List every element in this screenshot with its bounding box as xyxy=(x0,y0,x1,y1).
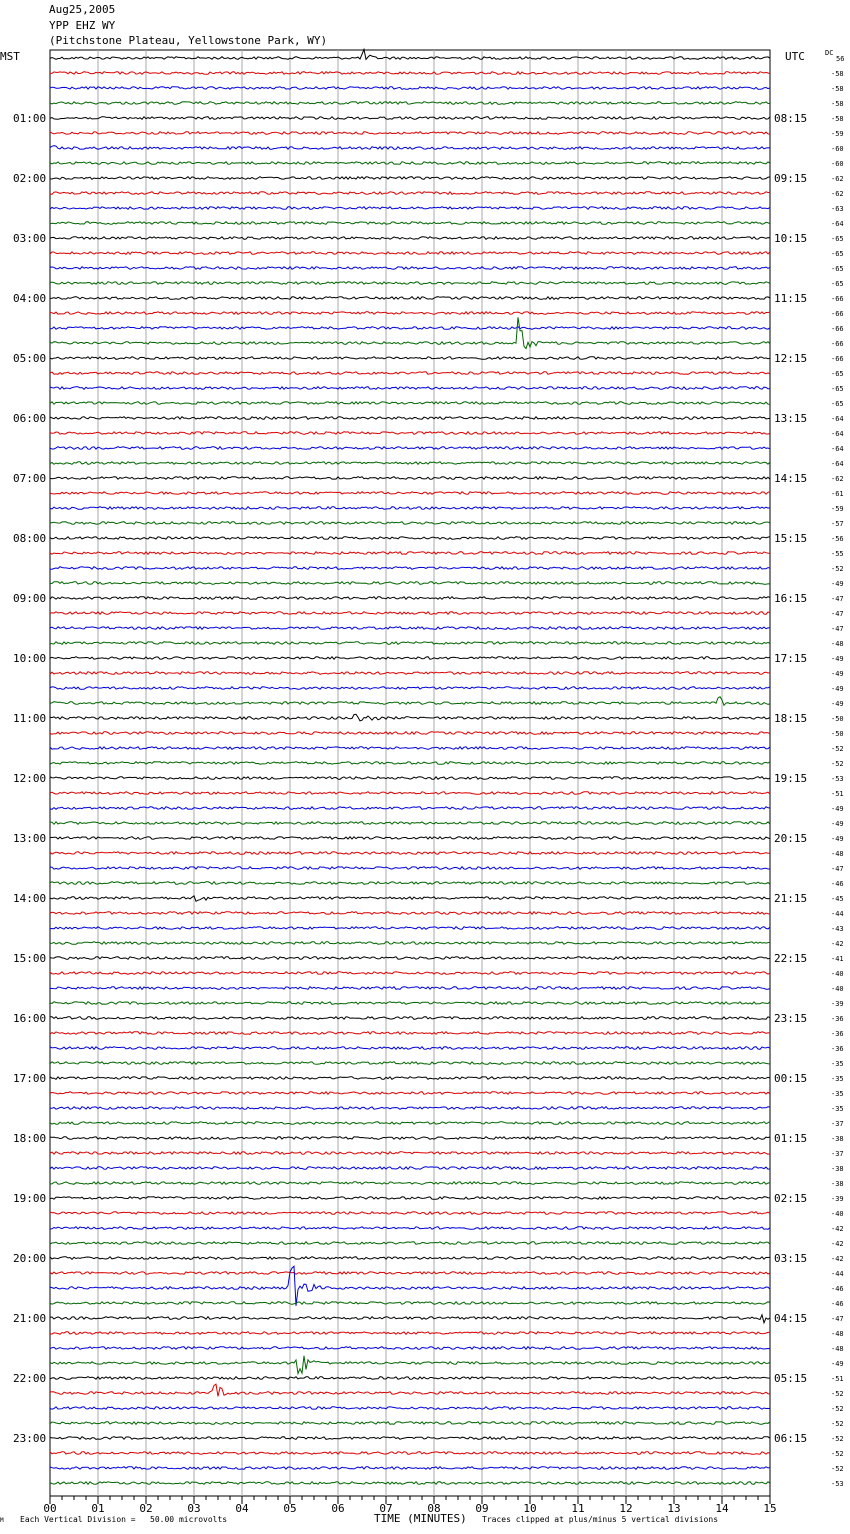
dc-offset-label: -66 xyxy=(831,325,844,333)
dc-offset-label: -48 xyxy=(831,1330,844,1338)
trace-row-81 xyxy=(50,1272,770,1275)
trace-row-90 xyxy=(50,1407,770,1410)
trace-row-54 xyxy=(50,867,770,870)
dc-offset-label: -51 xyxy=(831,790,844,798)
dc-offset-label: -47 xyxy=(831,865,844,873)
trace-row-72 xyxy=(50,1137,770,1140)
right-timezone-label: UTC xyxy=(785,50,805,63)
mst-hour-label: 23:00 xyxy=(13,1432,47,1445)
mst-hour-label: 04:00 xyxy=(13,292,47,305)
utc-hour-label: 17:15 xyxy=(774,652,808,665)
dc-offset-label: -58 xyxy=(831,100,844,108)
dc-offset-label: -59 xyxy=(831,130,844,138)
mst-hour-label: 15:00 xyxy=(13,952,47,965)
dc-offset-label: -50 xyxy=(831,715,844,723)
trace-row-22 xyxy=(50,387,770,390)
utc-hour-label: 08:15 xyxy=(774,112,808,125)
trace-row-44 xyxy=(50,714,770,721)
dc-offset-label: -47 xyxy=(831,610,844,618)
left-timezone-label: MST xyxy=(0,50,20,63)
mst-hour-label: 13:00 xyxy=(13,832,47,845)
mst-hour-label: 18:00 xyxy=(13,1132,47,1145)
dc-offset-label: -49 xyxy=(831,805,844,813)
mst-hour-label: 09:00 xyxy=(13,592,47,605)
dc-offset-label: -46 xyxy=(831,1285,844,1293)
x-tick-label: 12 xyxy=(619,1502,633,1515)
dc-offset-label: -57 xyxy=(831,520,844,528)
dc-offset-label: -38 xyxy=(831,1165,844,1173)
trace-row-11 xyxy=(50,222,770,225)
mst-hour-label: 20:00 xyxy=(13,1252,47,1265)
dc-offset-label: -49 xyxy=(831,655,844,663)
trace-row-51 xyxy=(50,822,770,825)
dc-offset-label: -40 xyxy=(831,1210,844,1218)
dc-offset-label: -35 xyxy=(831,1090,844,1098)
x-tick-label: 14 xyxy=(715,1502,729,1515)
trace-row-67 xyxy=(50,1062,770,1065)
mst-hour-label: 03:00 xyxy=(13,232,47,245)
trace-row-39 xyxy=(50,642,770,645)
dc-offset-label: -35 xyxy=(831,1075,844,1083)
dc-offset-label: -47 xyxy=(831,1315,844,1323)
dc-offset-label: -52 xyxy=(831,745,844,753)
trace-row-25 xyxy=(50,432,770,435)
mst-hour-label: 14:00 xyxy=(13,892,47,905)
trace-row-94 xyxy=(50,1467,770,1470)
location-label: (Pitchstone Plateau, Yellowstone Park, WY) xyxy=(49,34,328,47)
utc-hour-label: 20:15 xyxy=(774,832,808,845)
x-tick-label: 04 xyxy=(235,1502,249,1515)
mst-hour-label: 06:00 xyxy=(13,412,47,425)
trace-row-58 xyxy=(50,927,770,930)
trace-row-12 xyxy=(50,237,770,240)
dc-offset-label: -43 xyxy=(831,925,844,933)
trace-row-57 xyxy=(50,912,770,915)
trace-row-88 xyxy=(50,1377,770,1380)
dc-offset-label: -38 xyxy=(831,1180,844,1188)
trace-row-2 xyxy=(50,87,770,90)
trace-row-61 xyxy=(50,972,770,975)
trace-row-56 xyxy=(50,896,770,902)
trace-row-24 xyxy=(50,417,770,420)
trace-row-48 xyxy=(50,777,770,780)
utc-hour-label: 22:15 xyxy=(774,952,808,965)
utc-hour-label: 13:15 xyxy=(774,412,808,425)
trace-row-34 xyxy=(50,567,770,570)
utc-hour-label: 19:15 xyxy=(774,772,808,785)
trace-row-41 xyxy=(50,672,770,675)
dc-offset-label: -44 xyxy=(831,910,844,918)
trace-row-53 xyxy=(50,852,770,855)
x-tick-label: 06 xyxy=(331,1502,345,1515)
trace-row-93 xyxy=(50,1452,770,1455)
dc-offset-label: -36 xyxy=(831,1030,844,1038)
trace-row-65 xyxy=(50,1032,770,1035)
trace-row-0 xyxy=(50,49,770,59)
trace-row-43 xyxy=(50,697,770,706)
dc-offset-label: -64 xyxy=(831,220,844,228)
trace-row-20 xyxy=(50,357,770,360)
trace-row-15 xyxy=(50,282,770,285)
utc-hour-label: 06:15 xyxy=(774,1432,808,1445)
dc-offset-label: -64 xyxy=(831,430,844,438)
dc-offset-label: -35 xyxy=(831,1060,844,1068)
mst-hour-label: 05:00 xyxy=(13,352,47,365)
trace-row-9 xyxy=(50,192,770,195)
trace-row-10 xyxy=(50,207,770,210)
dc-offset-label: -65 xyxy=(831,400,844,408)
dc-offset-label: -60 xyxy=(831,145,844,153)
x-tick-label: 02 xyxy=(139,1502,153,1515)
dc-offset-label: -61 xyxy=(831,490,844,498)
dc-offset-label: -65 xyxy=(831,265,844,273)
mst-hour-label: 16:00 xyxy=(13,1012,47,1025)
trace-row-91 xyxy=(50,1422,770,1425)
trace-row-46 xyxy=(50,747,770,750)
dc-offset-label: -49 xyxy=(831,700,844,708)
trace-row-5 xyxy=(50,132,770,135)
utc-hour-label: 00:15 xyxy=(774,1072,808,1085)
clip-note: Traces clipped at plus/minus 5 vertical divisions xyxy=(482,1515,719,1524)
x-tick-label: 08 xyxy=(427,1502,441,1515)
dc-offset-label: -65 xyxy=(831,235,844,243)
dc-offset-label: -53 xyxy=(831,775,844,783)
trace-row-7 xyxy=(50,162,770,165)
utc-hour-label: 12:15 xyxy=(774,352,808,365)
utc-hour-label: 14:15 xyxy=(774,472,808,485)
mst-hour-label: 02:00 xyxy=(13,172,47,185)
dc-offset-label: -49 xyxy=(831,835,844,843)
trace-row-95 xyxy=(50,1482,770,1485)
dc-offset-label: -42 xyxy=(831,1255,844,1263)
trace-row-49 xyxy=(50,792,770,795)
mst-hour-label: 22:00 xyxy=(13,1372,47,1385)
dc-offset-label: -52 xyxy=(831,1420,844,1428)
dc-offset-label: -60 xyxy=(831,160,844,168)
trace-row-33 xyxy=(50,552,770,555)
trace-row-40 xyxy=(50,657,770,660)
dc-offset-label: -36 xyxy=(831,1015,844,1023)
dc-offset-label: -41 xyxy=(831,955,844,963)
trace-row-87 xyxy=(50,1356,770,1374)
dc-offset-label: -63 xyxy=(831,205,844,213)
mst-hour-label: 21:00 xyxy=(13,1312,47,1325)
dc-offset-label: -44 xyxy=(831,1270,844,1278)
utc-hour-label: 05:15 xyxy=(774,1372,808,1385)
dc-offset-label: -52 xyxy=(831,565,844,573)
dc-offset-label: -59 xyxy=(831,505,844,513)
trace-row-79 xyxy=(50,1242,770,1245)
mst-hour-label: 19:00 xyxy=(13,1192,47,1205)
dc-offset-label: -52 xyxy=(831,1405,844,1413)
dc-offset-label: -66 xyxy=(831,340,844,348)
mst-hour-label: 01:00 xyxy=(13,112,47,125)
x-axis-title: TIME (MINUTES) xyxy=(374,1512,467,1525)
trace-row-16 xyxy=(50,297,770,300)
dc-offset-label: -37 xyxy=(831,1120,844,1128)
dc-offset-label: -39 xyxy=(831,1195,844,1203)
mst-hour-label: 11:00 xyxy=(13,712,47,725)
dc-offset-label: -40 xyxy=(831,970,844,978)
trace-row-84 xyxy=(50,1315,770,1323)
dc-offset-label: -52 xyxy=(831,1390,844,1398)
dc-offset-label: -52 xyxy=(831,760,844,768)
utc-hour-label: 15:15 xyxy=(774,532,808,545)
utc-hour-label: 18:15 xyxy=(774,712,808,725)
mst-hour-label: 08:00 xyxy=(13,532,47,545)
dc-offset-label: -36 xyxy=(831,1045,844,1053)
dc-offset-label: -45 xyxy=(831,895,844,903)
x-tick-label: 09 xyxy=(475,1502,489,1515)
trace-row-30 xyxy=(50,507,770,510)
utc-hour-label: 09:15 xyxy=(774,172,808,185)
dc-offset-label: -46 xyxy=(831,1300,844,1308)
station-label: YPP EHZ WY xyxy=(49,19,116,32)
trace-row-17 xyxy=(50,312,770,315)
utc-hour-label: 01:15 xyxy=(774,1132,808,1145)
dc-offset-label: -49 xyxy=(831,580,844,588)
trace-row-89 xyxy=(50,1384,770,1396)
dc-offset-label: -38 xyxy=(831,1135,844,1143)
trace-row-8 xyxy=(50,177,770,180)
x-tick-label: 07 xyxy=(379,1502,393,1515)
dc-offset-label: -65 xyxy=(831,280,844,288)
trace-row-32 xyxy=(50,537,770,540)
dc-offset-label: -64 xyxy=(831,445,844,453)
trace-row-80 xyxy=(50,1257,770,1260)
x-tick-label: 11 xyxy=(571,1502,585,1515)
x-tick-label: 10 xyxy=(523,1502,537,1515)
utc-hour-label: 21:15 xyxy=(774,892,808,905)
trace-row-69 xyxy=(50,1092,770,1095)
trace-row-52 xyxy=(50,837,770,840)
dc-offset-label: 56 xyxy=(836,55,845,63)
dc-offset-label: -52 xyxy=(831,1435,844,1443)
dc-offset-label: -49 xyxy=(831,670,844,678)
dc-offset-label: -58 xyxy=(831,115,844,123)
mst-hour-label: 12:00 xyxy=(13,772,47,785)
dc-offset-label: -52 xyxy=(831,1450,844,1458)
trace-row-21 xyxy=(50,372,770,375)
trace-row-6 xyxy=(50,146,770,150)
dc-offset-label: -65 xyxy=(831,370,844,378)
dc-offset-label: -56 xyxy=(831,535,844,543)
dc-offset-label: -48 xyxy=(831,850,844,858)
dc-offset-label: -62 xyxy=(831,175,844,183)
x-tick-label: 01 xyxy=(91,1502,105,1515)
dc-offset-label: -47 xyxy=(831,625,844,633)
x-tick-label: 05 xyxy=(283,1502,297,1515)
trace-row-60 xyxy=(50,957,770,960)
trace-row-64 xyxy=(50,1017,770,1020)
dc-offset-label: -51 xyxy=(831,1375,844,1383)
trace-row-14 xyxy=(50,267,770,270)
dc-offset-label: -48 xyxy=(831,640,844,648)
dc-offset-label: -47 xyxy=(831,595,844,603)
dc-offset-label: -66 xyxy=(831,310,844,318)
dc-label: DC xyxy=(825,49,834,57)
trace-row-83 xyxy=(50,1302,770,1305)
dc-offset-label: -64 xyxy=(831,460,844,468)
dc-offset-label: -53 xyxy=(831,1480,844,1488)
date-label: Aug25,2005 xyxy=(49,3,116,16)
trace-row-1 xyxy=(50,72,770,75)
utc-hour-label: 23:15 xyxy=(774,1012,808,1025)
dc-offset-label: -62 xyxy=(831,190,844,198)
dc-offset-label: -49 xyxy=(831,820,844,828)
scale-note: Each Vertical Division = 50.00 microvolts xyxy=(20,1515,228,1524)
dc-offset-label: -48 xyxy=(831,1345,844,1353)
trace-row-29 xyxy=(50,492,770,495)
dc-offset-label: -66 xyxy=(831,355,844,363)
corner-mark: M xyxy=(0,1517,4,1524)
trace-row-26 xyxy=(50,447,770,450)
dc-offset-label: -64 xyxy=(831,415,844,423)
trace-row-42 xyxy=(50,687,770,690)
trace-row-78 xyxy=(50,1227,770,1230)
trace-row-68 xyxy=(50,1077,770,1080)
trace-row-37 xyxy=(50,612,770,615)
trace-row-23 xyxy=(50,402,770,405)
utc-hour-label: 16:15 xyxy=(774,592,808,605)
trace-row-62 xyxy=(50,987,770,990)
trace-row-19 xyxy=(50,317,770,348)
trace-row-13 xyxy=(50,252,770,255)
dc-offset-label: -66 xyxy=(831,295,844,303)
trace-row-47 xyxy=(50,762,770,765)
dc-offset-label: -65 xyxy=(831,385,844,393)
x-tick-label: 13 xyxy=(667,1502,681,1515)
trace-row-85 xyxy=(50,1332,770,1335)
trace-row-77 xyxy=(50,1212,770,1215)
trace-row-76 xyxy=(50,1197,770,1200)
mst-hour-label: 17:00 xyxy=(13,1072,47,1085)
trace-row-27 xyxy=(50,462,770,465)
dc-offset-label: -42 xyxy=(831,1240,844,1248)
trace-row-18 xyxy=(50,327,770,330)
dc-offset-label: -62 xyxy=(831,475,844,483)
trace-row-66 xyxy=(50,1047,770,1050)
dc-offset-label: -50 xyxy=(831,730,844,738)
utc-hour-label: 03:15 xyxy=(774,1252,808,1265)
utc-hour-label: 10:15 xyxy=(774,232,808,245)
trace-row-38 xyxy=(50,627,770,630)
trace-row-50 xyxy=(50,807,770,810)
dc-offset-label: -46 xyxy=(831,880,844,888)
trace-row-31 xyxy=(50,522,770,525)
x-tick-label: 03 xyxy=(187,1502,201,1515)
dc-offset-label: -35 xyxy=(831,1105,844,1113)
dc-offset-label: -49 xyxy=(831,685,844,693)
trace-row-55 xyxy=(50,882,770,885)
trace-row-73 xyxy=(50,1152,770,1155)
trace-row-75 xyxy=(50,1182,770,1185)
utc-hour-label: 02:15 xyxy=(774,1192,808,1205)
dc-offset-label: -55 xyxy=(831,550,844,558)
trace-row-35 xyxy=(50,582,770,585)
trace-row-28 xyxy=(50,477,770,480)
dc-offset-label: -65 xyxy=(831,250,844,258)
utc-hour-label: 04:15 xyxy=(774,1312,808,1325)
trace-row-45 xyxy=(50,732,770,735)
mst-hour-label: 07:00 xyxy=(13,472,47,485)
mst-hour-label: 10:00 xyxy=(13,652,47,665)
dc-offset-label: -40 xyxy=(831,985,844,993)
dc-offset-label: -39 xyxy=(831,1000,844,1008)
trace-row-71 xyxy=(50,1122,770,1125)
trace-row-59 xyxy=(50,942,770,945)
dc-offset-label: -49 xyxy=(831,1360,844,1368)
trace-row-70 xyxy=(50,1107,770,1110)
dc-offset-label: -58 xyxy=(831,70,844,78)
trace-row-86 xyxy=(50,1347,770,1350)
dc-offset-label: -42 xyxy=(831,1225,844,1233)
dc-offset-label: -42 xyxy=(831,940,844,948)
trace-row-3 xyxy=(50,102,770,105)
x-tick-label: 00 xyxy=(43,1502,57,1515)
dc-offset-label: -37 xyxy=(831,1150,844,1158)
trace-row-74 xyxy=(50,1167,770,1170)
dc-offset-label: -58 xyxy=(831,85,844,93)
x-tick-label: 15 xyxy=(763,1502,777,1515)
utc-hour-label: 11:15 xyxy=(774,292,808,305)
trace-row-63 xyxy=(50,1002,770,1005)
trace-row-4 xyxy=(50,117,770,120)
trace-row-92 xyxy=(50,1437,770,1440)
dc-offset-label: -52 xyxy=(831,1465,844,1473)
trace-row-36 xyxy=(50,597,770,600)
